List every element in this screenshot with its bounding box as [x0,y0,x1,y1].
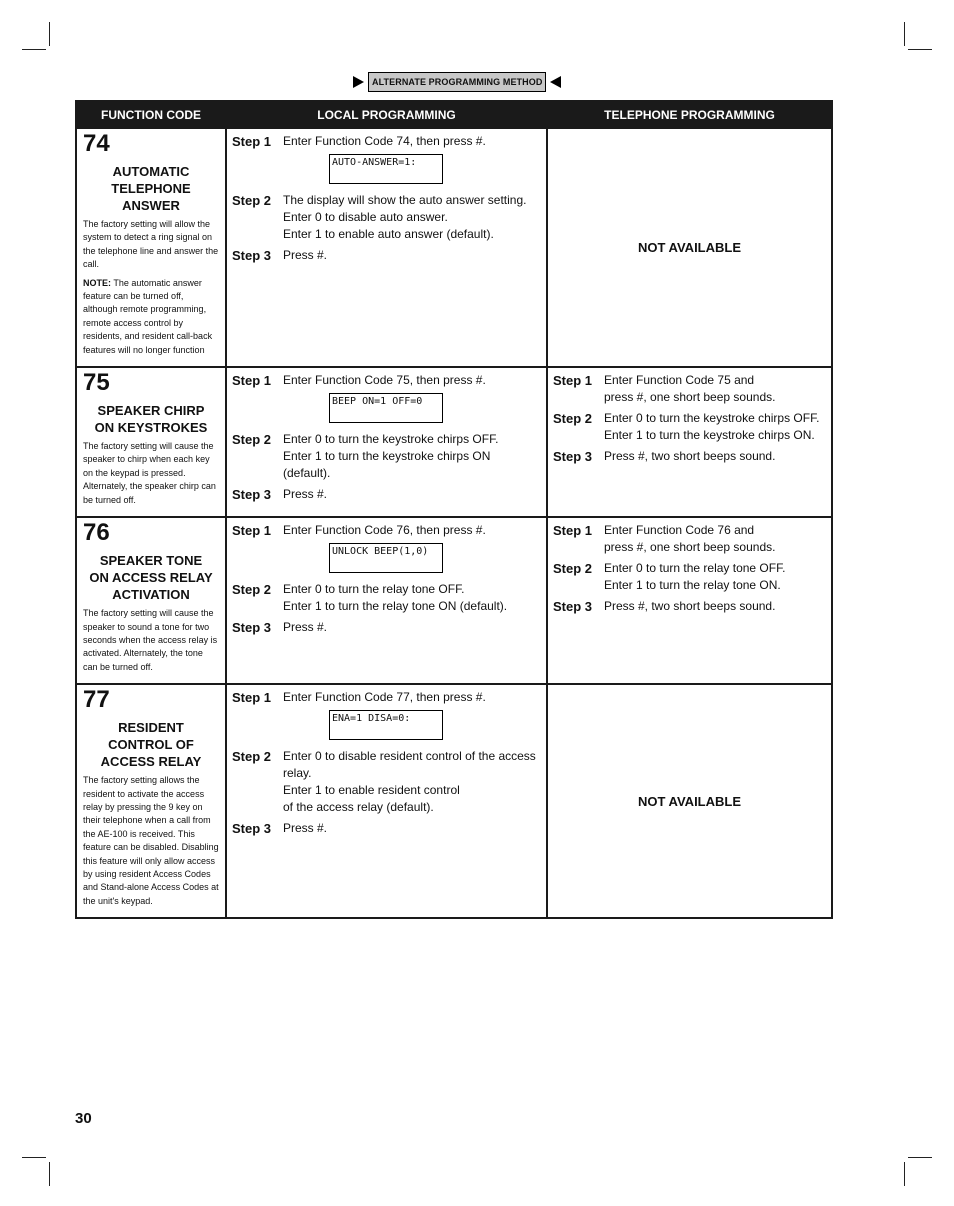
function-code-cell [76,128,226,367]
crop-mark [49,1162,50,1186]
function-code-number: 74 [83,130,110,157]
page-number: 30 [75,1110,92,1127]
function-description: The factory setting allows the resident to activate the access relay by pressing the 9 key on their telephone when a call from the AE-100 is received. This feature can be disabled. Disabling this feature will only allow access by using resident Access Codes and Stand-alone Access Codes at the unit's keypad. [83,775,219,906]
crop-mark [904,1162,905,1186]
table-row [76,367,832,517]
lcd-display: UNLOCK BEEP(1,0) [329,543,443,573]
local-programming-cell [226,517,547,684]
function-note: NOTE: The automatic answer feature can be turned off, although remote programming, remote access control by residents, and resident call-back features will no longer function [83,277,213,355]
lcd-display: AUTO-ANSWER=1: [329,154,443,184]
telephone-programming-cell [547,367,832,517]
function-code-cell [76,517,226,684]
header-local-programming: LOCAL PROGRAMMING [226,101,547,128]
local-programming-cell [226,684,547,918]
function-name: SPEAKER CHIRP ON KEYSTROKES [94,403,208,436]
crop-mark [22,1157,46,1158]
step-3: Step 3 Press #, two short beeps sound. [553,449,776,465]
step-2: Step 2 Enter 0 to turn the relay tone OFF. Enter 1 to turn the relay tone ON (default). [232,582,508,614]
step-1: Step 1 Enter Function Code 75 and press #, one short beep sounds. [553,373,776,405]
function-code-table [75,100,833,919]
function-code-number: 77 [83,686,110,714]
crop-mark [908,49,932,50]
function-description: The factory setting will allow the system to detect a ring signal on the telephone line and answer the call. [83,219,219,270]
step-1: Step 1 Enter Function Code 76 and press #, one short beep sounds. [553,523,776,555]
header-function-code: FUNCTION CODE [76,101,226,128]
table-row [76,128,832,367]
step-1: Step 1 Enter Function Code 74, then press #. [232,134,486,149]
step-2: Step 2 Enter 0 to disable resident control of the access relay. Enter 1 to enable resident control of the access relay (default). [232,749,536,815]
function-code-cell [76,684,226,918]
step-3: Step 3 Press #, two short beeps sound. [553,599,776,615]
step-3: Step 3 Press #. [232,248,328,263]
arrow-left-icon [550,76,561,88]
step-2: Step 2 Enter 0 to turn the keystroke chirps OFF. Enter 1 to turn the keystroke chirps ON (default). [232,432,499,481]
crop-mark [49,22,50,46]
step-3: Step 3 Press #. [232,487,328,503]
step-2: Step 2 Enter 0 to turn the relay tone OFF. Enter 1 to turn the relay tone ON. [553,561,786,593]
step-1: Step 1 Enter Function Code 77, then press #. [232,690,486,706]
not-available-label: NOT AVAILABLE [637,240,742,256]
arrow-right-icon [353,76,364,88]
telephone-programming-cell [547,128,832,367]
table-header-row [76,101,832,128]
lcd-display: ENA=1 DISA=0: [329,710,443,740]
telephone-programming-cell [547,517,832,684]
header-telephone-programming: TELEPHONE PROGRAMMING [547,101,832,128]
function-code-cell [76,367,226,517]
local-programming-cell [226,367,547,517]
function-code-number: 76 [83,519,110,547]
function-name: SPEAKER TONE ON ACCESS RELAY ACTIVATION [89,553,213,603]
step-2: Step 2 Enter 0 to turn the keystroke chirps OFF. Enter 1 to turn the keystroke chirps ON. [553,411,820,443]
function-code-number: 75 [83,369,110,397]
local-programming-cell [226,128,547,367]
step-2: Step 2 The display will show the auto answer setting. Enter 0 to disable auto answer. Enter 1 to enable auto answer (default). [232,193,527,241]
function-name: RESIDENT CONTROL OF ACCESS RELAY [100,720,202,770]
table-row [76,684,832,918]
crop-mark [904,22,905,46]
step-3: Step 3 Press #. [232,821,328,837]
not-available-label: NOT AVAILABLE [637,793,742,809]
section-banner [353,70,561,94]
function-description: The factory setting will cause the speaker to chirp when each key on the keypad is pressed. Alternately, the speaker chirp can be turned off. [83,441,216,505]
telephone-programming-cell [547,684,832,918]
step-3: Step 3 Press #. [232,620,328,636]
crop-mark [22,49,46,50]
banner-label: ALTERNATE PROGRAMMING METHOD [368,72,546,92]
table-row [76,517,832,684]
step-1: Step 1 Enter Function Code 75, then press #. [232,373,486,389]
lcd-display: BEEP ON=1 OFF=0 [329,393,443,423]
step-1: Step 1 Enter Function Code 76, then press #. [232,523,486,539]
crop-mark [908,1157,932,1158]
function-name: AUTOMATIC TELEPHONE ANSWER [111,164,191,213]
function-description: The factory setting will cause the speaker to sound a tone for two seconds when the access relay is activated. Alternately, the tone can be turned off. [83,608,218,672]
